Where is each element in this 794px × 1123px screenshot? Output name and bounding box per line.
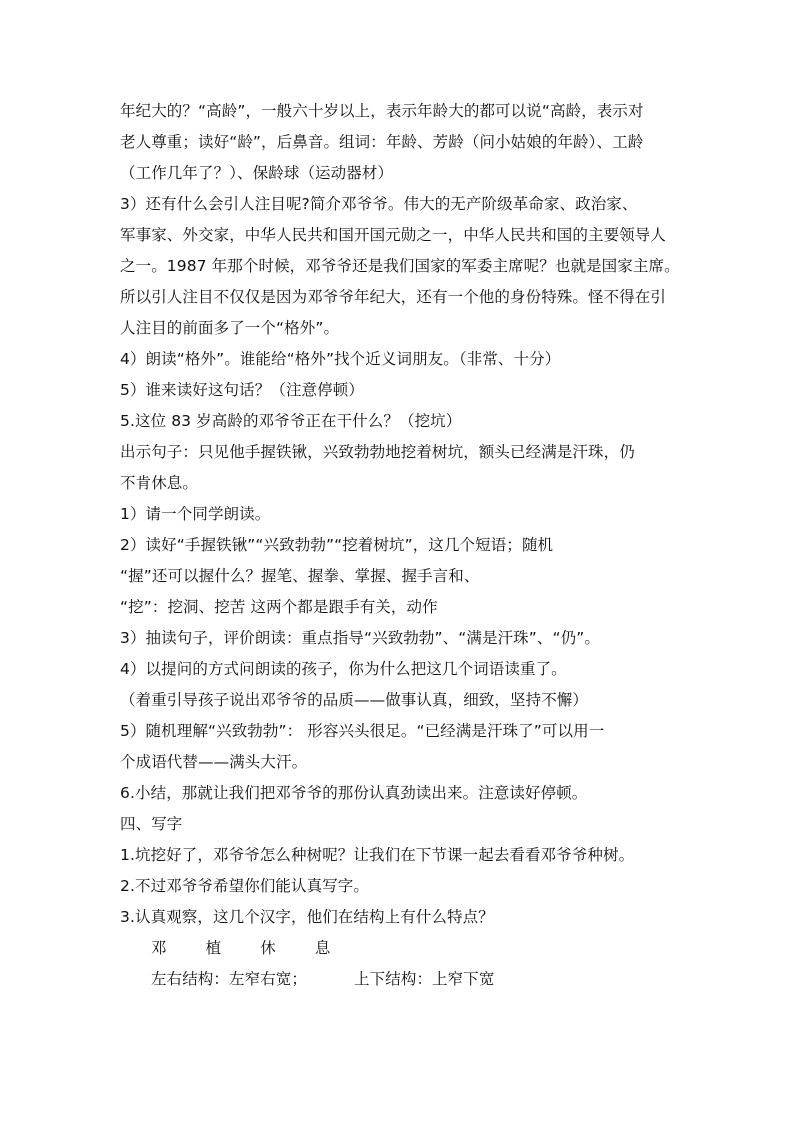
text-line: 1.坑挖好了，邓爷爷怎么种树呢？让我们在下节课一起去看看邓爷爷种树。 [120, 846, 635, 864]
structure-left-right: 左右结构：左窄右宽； [151, 970, 308, 988]
text-line: 不肯休息。 [120, 474, 199, 492]
text-line: 5）随机理解“兴致勃勃”： 形容兴头很足。“已经满是汗珠了”可以用一 [120, 722, 605, 740]
text-line: “挖”：挖洞、挖苦 这两个都是跟手有关，动作 [120, 598, 438, 616]
text-line: （着重引导孩子说出邓爷爷的品质——做事认真，细致，坚持不懈） [120, 691, 589, 709]
character-list [120, 933, 685, 964]
section-heading: 四、写字 [120, 815, 183, 833]
structure-top-bottom: 上下结构：上窄下宽 [354, 970, 495, 988]
text-line: 3.认真观察，这几个汉字，他们在结构上有什么特点？ [120, 908, 494, 926]
text-line: 1）请一个同学朗读。 [120, 505, 271, 523]
text-line: 3）抽读句子，评价朗读：重点指导“兴致勃勃”、“满是汗珠”、“仍”。 [120, 629, 600, 647]
text-line: 3）还有什么会引人注目呢?简介邓爷爷。伟大的无产阶级革命家、政治家、 [120, 195, 638, 213]
text-line: 年纪大的？“高龄”，一般六十岁以上，表示年龄大的都可以说“高龄，表示对 [120, 102, 644, 120]
text-line: 军事家、外交家，中华人民共和国开国元勋之一，中华人民共和国的主要领导人 [120, 226, 667, 244]
text-line: 所以引人注目不仅仅是因为邓爷爷年纪大，还有一个他的身份特殊。怪不得在引 [120, 288, 667, 306]
document-body [120, 96, 685, 995]
text-line: 老人尊重；读好“龄”，后鼻音。组词：年龄、芳龄（问小姑娘的年龄）、工龄 [120, 133, 644, 151]
text-line: 5）谁来读好这句话？（注意停顿） [120, 381, 364, 399]
character-item: 息 [314, 939, 331, 957]
character-item: 休 [260, 939, 276, 957]
text-line: 4）朗读“格外”。谁能给“格外”找个近义词朋友。（非常、十分） [120, 350, 561, 368]
text-line: “握”还可以握什么？握笔、握拳、掌握、握手言和、 [120, 567, 480, 585]
text-line: 2）读好“手握铁锹”“兴致勃勃”“挖着树坑”，这几个短语；随机 [120, 536, 554, 554]
text-line: 6.小结，那就让我们把邓爷爷的那份认真劲读出来。注意读好停顿。 [120, 784, 588, 802]
text-line: 之一。1987 年那个时候，邓爷爷还是我们国家的军委主席呢？也就是国家主席。 [120, 257, 680, 275]
text-line: （工作几年了？）、保龄球（运动器材） [120, 164, 394, 182]
text-line: 个成语代替——满头大汗。 [120, 753, 308, 771]
text-line: 出示句子：只见他手握铁锹，兴致勃勃地挖着树坑，额头已经满是汗珠，仍 [120, 443, 635, 461]
character-item: 植 [205, 939, 222, 957]
text-line: 人注目的前面多了一个“格外”。 [120, 319, 340, 337]
character-item: 邓 [151, 939, 167, 957]
text-line: 5.这位 83 岁高龄的邓爷爷正在干什么？（挖坑） [120, 412, 462, 430]
text-line: 4）以提问的方式问朗读的孩子，你为什么把这几个词语读重了。 [120, 660, 567, 678]
structure-notes [120, 964, 685, 995]
text-line: 2.不过邓爷爷希望你们能认真写字。 [120, 877, 369, 895]
